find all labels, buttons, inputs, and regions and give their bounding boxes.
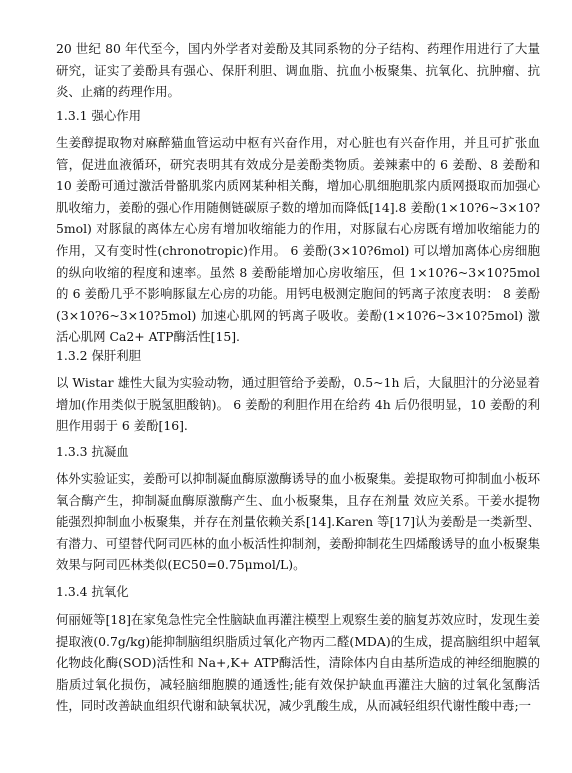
section-heading-antioxidation: 1.3.4 抗氧化 (56, 584, 129, 599)
section-body-cardiotonic: 生姜醇提取物对麻醉猫血管运动中枢有兴奋作用，对心脏也有兴奋作用，并且可扩张血管，促进血液循环，研究表明其有效成分是姜酚类物质。姜辣素中的 6 姜酚、8 姜酚和 10 姜酚可通过激活骨骼肌浆内质网某种相关酶，增加心肌细胞肌浆内质网摄取而加强心肌收缩力，姜酚的强心作用随侧链碳原子数的增加而降低[14].8 姜酚(1×10?6~3×10?5mol) 对豚鼠的离体左心房有增加收缩能力的作用，对豚鼠右心房既有增加收缩能力的作用，又有变时性(chronotropic)作用。 6 姜酚(3×10?6mol) 可以增加离体心房细胞的纵向收缩的程度和速率。虽然 8 姜酚能增加心房收缩压，但 1×10?6~3×10?5mol 的 6 姜酚几乎不影响豚鼠左心房的功能。用钙电极测定胞间的钙离子浓度表明： 8 姜酚(3×10?6~3×10?5mol) 加速心肌网的钙离子吸收。姜酚(1×10?6~3×10?5mol) 激活心肌网 Ca2+ ATP酶活性[15]. (56, 135, 540, 345)
section-heading-cardiotonic: 1.3.1 强心作用 (56, 108, 142, 123)
section-heading-anticoagulation: 1.3.3 抗凝血 (56, 444, 129, 459)
section-body-liver-gallbladder: 以 Wistar 雄性大鼠为实验动物，通过胆管给予姜酚，0.5~1h 后，大鼠胆汁的分泌显着增加(作用类似于脱氢胆酸钠)。 6 姜酚的利胆作用在给药 4h 后仍很明显，10 姜酚的利胆作用弱于 6 姜酚[16]. (56, 375, 540, 434)
section-heading-liver-gallbladder: 1.3.2 保肝利胆 (56, 348, 142, 363)
section-body-anticoagulation: 体外实验证实，姜酚可以抑制凝血酶原激酶诱导的血小板聚集。姜提取物可抑制血小板环氧合酶产生，抑制凝血酶原激酶产生、血小板聚集，且存在剂量 效应关系。干姜水提物能强烈抑制血小板聚集，并存在剂量依赖关系[14].Karen 等[17]认为姜酚是一类新型、有潜力、可望替代阿司匹林的血小板活性抑制剂，姜酚抑制花生四烯酸诱导的血小板聚集效果与阿司匹林类似(EC50=0.75μmol/L)。 (56, 471, 540, 573)
section-body-antioxidation: 何丽娅等[18]在家兔急性完全性脑缺血再灌注模型上观察生姜的脑复苏效应时，发现生姜提取液(0.7g/kg)能抑制脑组织脂质过氧化产物丙二醛(MDA)的生成，提高脑组织中超氧化物歧化酶(SOD)活性和 Na+,K+ ATP酶活性，清除体内自由基所造成的神经细胞膜的脂质过氧化损伤，减轻脑细胞膜的通透性;能有效保护缺血再灌注大脑的过氧化氢酶活性，同时改善缺血组织代谢和缺氧状况，减少乳酸生成，从而减轻组织代谢性酸中毒;一 (56, 612, 540, 714)
intro-paragraph: 20 世纪 80 年代至今，国内外学者对姜酚及其同系物的分子结构、药理作用进行了大量研究，证实了姜酚具有强心、保肝利胆、调血脂、抗血小板聚集、抗氧化、抗肿瘤、抗炎、止痛的药理作用。 (56, 41, 540, 100)
